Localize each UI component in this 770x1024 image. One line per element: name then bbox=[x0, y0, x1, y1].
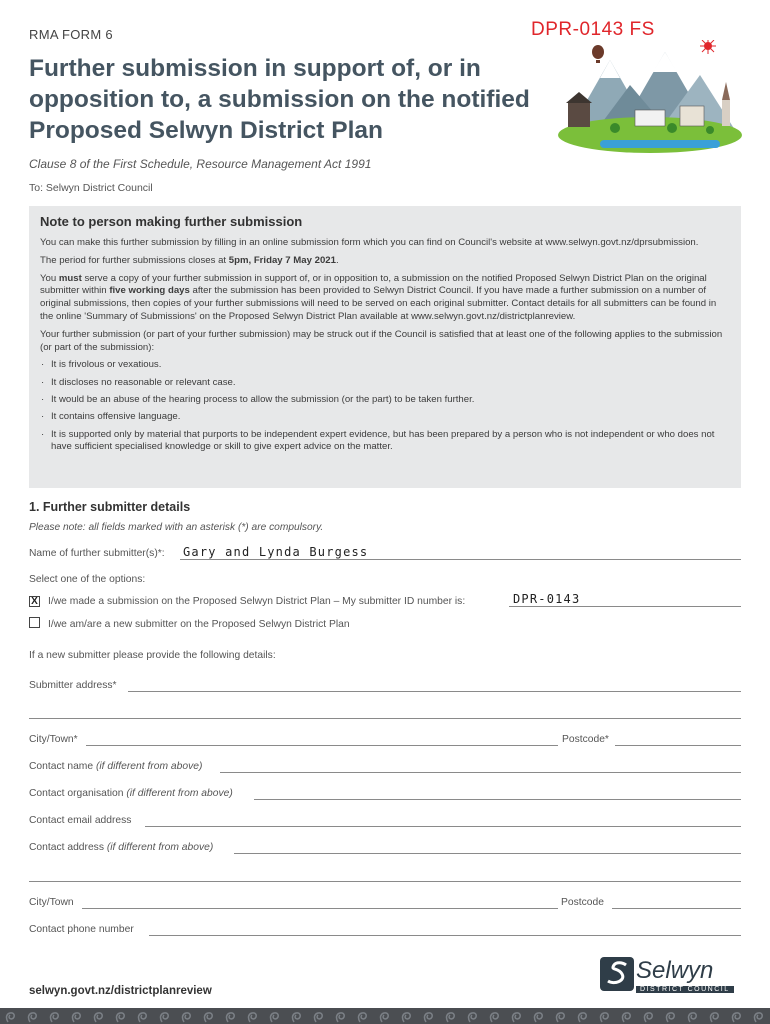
city-field[interactable] bbox=[86, 745, 558, 746]
form-label: RMA FORM 6 bbox=[29, 27, 113, 42]
note-paragraph-serve: You must serve a copy of your further submission in support of, or in opposition to, a submission on the notified Proposed Selwyn District Plan on the original submitter within five working days after the submission has been provided to Selwyn District Council. If you have made a further submission on a number of original submissions, then copies of your further submissions will need to be served on each original submitter. Contact details for all submitters can be found in the online 'Summary of Submissions' on the Proposed Selwyn District Plan available at www.selwyn.govt.nz/districtplanreview. bbox=[40, 272, 717, 322]
postcode2-field[interactable] bbox=[612, 908, 741, 909]
note-paragraph-struck-out: Your further submission (or part of your further submission) may be struck out if the Council is satisfied that at least one of the following applies to the submission (or part of the submission): bbox=[40, 328, 723, 353]
option-new-label: I/we am/are a new submitter on the Proposed Selwyn District Plan bbox=[48, 619, 350, 630]
submitter-address-field[interactable] bbox=[128, 691, 741, 692]
contact-address-field[interactable] bbox=[234, 853, 741, 854]
submitter-id-field[interactable]: DPR-0143 bbox=[513, 592, 581, 606]
note-box bbox=[29, 206, 741, 488]
option-existing-checkbox[interactable]: X bbox=[29, 596, 40, 607]
name-field-line bbox=[180, 559, 741, 560]
reference-stamp: DPR-0143 FS bbox=[531, 19, 655, 40]
option-existing-label: I/we made a submission on the Proposed Selwyn District Plan – My submitter ID number is: bbox=[48, 596, 466, 607]
note-heading: Note to person making further submission bbox=[40, 214, 303, 229]
postcode-label: Postcode* bbox=[562, 734, 609, 745]
contact-email-field[interactable] bbox=[145, 826, 741, 827]
contact-phone-field[interactable] bbox=[149, 935, 741, 936]
footer-url: selwyn.govt.nz/districtplanreview bbox=[29, 985, 212, 997]
submitter-address-label: Submitter address* bbox=[29, 680, 117, 691]
note-bullet-list bbox=[40, 359, 730, 454]
option-new-checkbox[interactable] bbox=[29, 617, 40, 628]
contact-name-field[interactable] bbox=[220, 772, 741, 773]
list-item: · It is frivolous or vexatious. bbox=[40, 359, 730, 372]
postcode2-label: Postcode bbox=[561, 897, 604, 908]
postcode-field[interactable] bbox=[615, 745, 741, 746]
city2-label: City/Town bbox=[29, 897, 74, 908]
list-item: · It contains offensive language. bbox=[40, 411, 730, 424]
footer-pattern bbox=[0, 1008, 770, 1024]
logo-wordmark: Selwyn bbox=[636, 957, 714, 984]
new-submitter-label: If a new submitter please provide the following details: bbox=[29, 650, 276, 661]
section-title: 1. Further submitter details bbox=[29, 500, 191, 514]
contact-org-label: Contact organisation (if different from above) bbox=[29, 788, 233, 799]
landscape-illustration bbox=[540, 40, 745, 158]
city2-field[interactable] bbox=[82, 908, 558, 909]
submitter-address-field-2[interactable] bbox=[29, 718, 741, 719]
addressee: To: Selwyn District Council bbox=[29, 182, 153, 194]
contact-address-field-2[interactable] bbox=[29, 881, 741, 882]
list-item: · It would be an abuse of the hearing process to allow the submission (or the part) to be taken further. bbox=[40, 394, 730, 407]
contact-name-label: Contact name (if different from above) bbox=[29, 761, 203, 772]
contact-phone-label: Contact phone number bbox=[29, 924, 134, 935]
legal-clause: Clause 8 of the First Schedule, Resource Management Act 1991 bbox=[29, 157, 372, 171]
contact-address-label: Contact address (if different from above) bbox=[29, 842, 214, 853]
logo-subtitle: DISTRICT COUNCIL bbox=[636, 986, 734, 993]
city-label: City/Town* bbox=[29, 734, 78, 745]
note-paragraph-online: You can make this further submission by filling in an online submission form which you can find on Council's website at www.selwyn.govt.nz/dprsubmission. bbox=[40, 237, 699, 248]
contact-org-field[interactable] bbox=[254, 799, 741, 800]
name-label: Name of further submitter(s)*: bbox=[29, 548, 165, 559]
selwyn-logo bbox=[600, 955, 742, 997]
list-item: · It is supported only by material that purports to be independent expert evidence, but has been prepared by a person who is not independent or who does not have sufficient specialised knowledge or skill to give expert advice on the matter. bbox=[40, 429, 730, 455]
name-field[interactable]: Gary and Lynda Burgess bbox=[183, 545, 369, 559]
submitter-id-line bbox=[509, 606, 741, 607]
list-item: · It discloses no reasonable or relevant case. bbox=[40, 377, 730, 390]
page-title: Further submission in support of, or in opposition to, a submission on the notified Proposed Selwyn District Plan bbox=[29, 55, 530, 144]
compulsory-note: Please note: all fields marked with an asterisk (*) are compulsory. bbox=[29, 522, 324, 533]
selwyn-logo-mark-icon bbox=[600, 957, 634, 991]
select-options-label: Select one of the options: bbox=[29, 574, 146, 585]
contact-email-label: Contact email address bbox=[29, 815, 132, 826]
note-paragraph-deadline: The period for further submissions closes at 5pm, Friday 7 May 2021. bbox=[40, 254, 339, 266]
